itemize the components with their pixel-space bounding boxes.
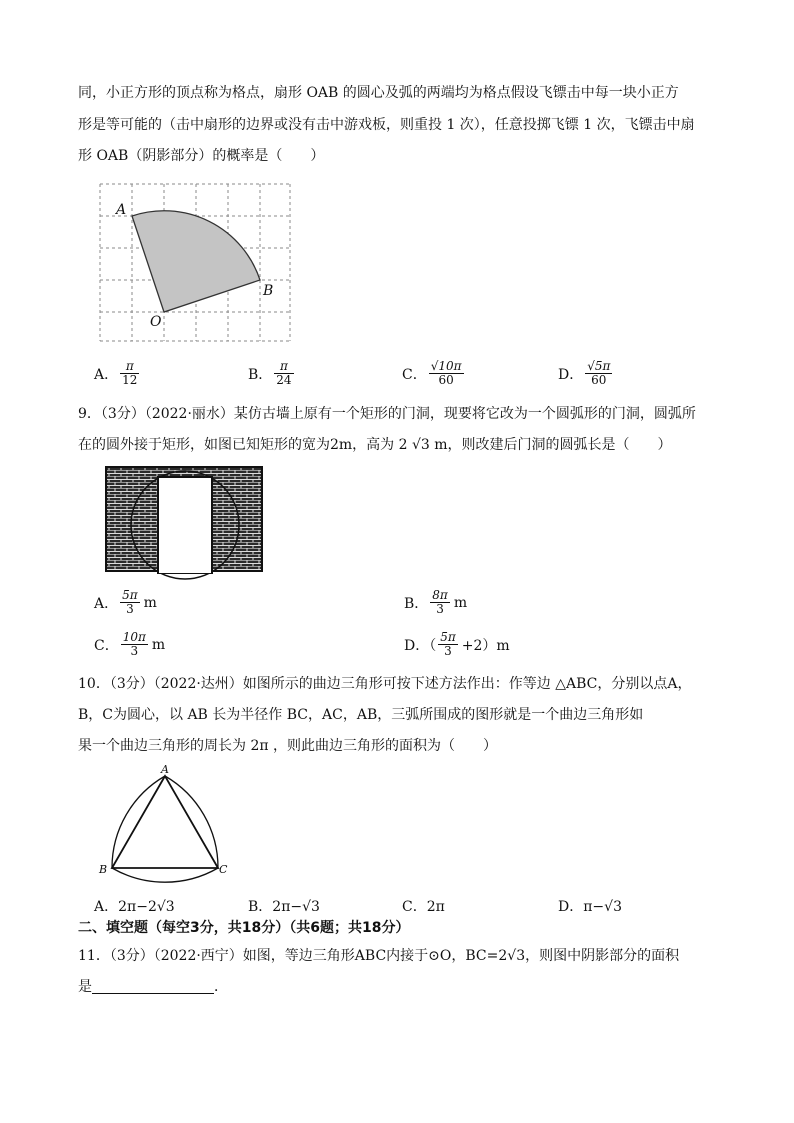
q10-option-d[interactable]: D．π−√3 — [558, 899, 622, 915]
q11-answer-blank[interactable] — [92, 979, 214, 994]
q9-option-d[interactable]: D．（ $\frac{5\pi}{3}$ +2）m — [404, 630, 510, 658]
q10-label-b: B — [99, 863, 108, 876]
q8-line-2: 形是等可能的（击中扇形的边界或没有击中游戏板，则重投 1 次），任意投掷飞镖 1 次，飞镖击中扇 — [78, 117, 695, 133]
q8-option-a[interactable]: A． $\frac{\pi}{12}$ — [94, 359, 138, 387]
q9-option-c[interactable]: C． $\frac{10\pi}{3}$ m — [94, 630, 166, 658]
q11-line-1: 11．（3分）（2022·西宁）如图，等边三角形ABC内接于⊙O，BC=2√3，则图中阴影部分的面积 — [78, 948, 680, 964]
q8-label-o: O — [150, 314, 162, 330]
q8-line-1: 同，小正方形的顶点称为格点，扇形 OAB 的圆心及弧的两端均为格点假设飞镖击中每一块小正方 — [78, 85, 679, 101]
q8-line-3: 形 OAB（阴影部分）的概率是（ ） — [78, 148, 325, 164]
q10-line-2: B，C为圆心，以 AB 长为半径作 BC，AC，AB，三弧所围成的图形就是一个曲边三角形如 — [78, 707, 644, 723]
q10-reuleaux-figure — [94, 760, 244, 880]
q10-option-b[interactable]: B．2π−√3 — [248, 899, 320, 915]
sector-oab — [132, 211, 260, 312]
q10-line-1: 10．（3分）（2022·达州）如图所示的曲边三角形可按下述方法作出：作等边 △ABC，分别以点A， — [78, 676, 692, 692]
q8-option-c[interactable]: C． $\frac{√10\pi}{60}$ — [402, 359, 462, 387]
q9-doorway-figure — [106, 467, 262, 573]
q8-sector-grid-figure — [100, 184, 292, 344]
q8-option-d[interactable]: D． $\frac{√5\pi}{60}$ — [558, 359, 611, 387]
q8-label-b: B — [263, 283, 274, 299]
q9-line-2: 在的圆外接于矩形，如图已知矩形的宽为2m，高为 2 √3 m，则改建后门洞的圆弧长是（ ） — [78, 437, 672, 453]
section-heading-fill-in: 二、填空题（每空3分，共18分）（共6题；共18分） — [78, 920, 410, 936]
q11-line-2: 是 ． — [78, 979, 228, 995]
q10-line-3: 果一个曲边三角形的周长为 2π ，则此曲边三角形的面积为（ ） — [78, 738, 498, 754]
q9-option-a[interactable]: A． $\frac{5\pi}{3}$ m — [94, 588, 157, 616]
q10-option-a[interactable]: A．2π−2√3 — [94, 899, 175, 915]
q10-label-c: C — [219, 863, 228, 876]
q9-option-b[interactable]: B． $\frac{8\pi}{3}$ m — [404, 588, 468, 616]
q9-line-1: 9．（3分）（2022·丽水）某仿古墙上原有一个矩形的门洞，现要将它改为一个圆弧形的门洞，圆弧所 — [78, 406, 696, 422]
q10-label-a: A — [161, 763, 169, 776]
q8-option-b[interactable]: B． $\frac{\pi}{24}$ — [248, 359, 292, 387]
q8-label-a: A — [116, 202, 127, 218]
q10-option-c[interactable]: C．2π — [402, 899, 445, 915]
